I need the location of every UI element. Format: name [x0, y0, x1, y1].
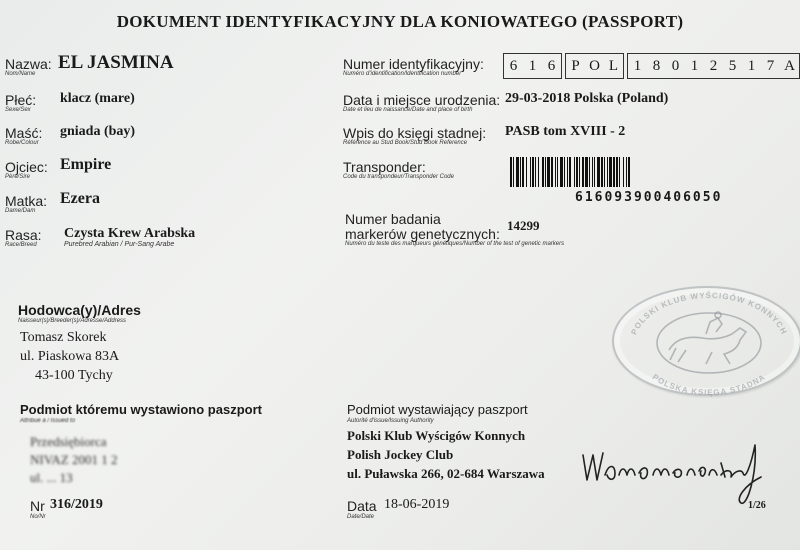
issue-date-sub: Date/Date [347, 514, 375, 520]
birth-value: 29-03-2018 Polska (Poland) [505, 91, 669, 106]
issuer-name-pl: Polski Klub Wyścigów Konnych [347, 428, 526, 443]
transponder-sub: Code du transpondeur/Transponder Code [343, 174, 454, 180]
svg-text:POLSKA KSIĘGA STADNA [651, 372, 767, 397]
issuer-address: ul. Puławska 266, 02-684 Warszawa [347, 466, 545, 481]
issuer-sub: Autorité d'issue/Issuing Authority [347, 418, 434, 424]
genetic-label-line2: markerów genetycznych: [345, 226, 500, 242]
transponder-number: 616093900406050 [575, 190, 723, 205]
transponder-barcode [510, 157, 630, 187]
embossed-seal [612, 286, 800, 396]
sire-value: Empire [60, 156, 112, 173]
id-label: Numer identyfikacyjny: [343, 56, 484, 72]
dam-sub: Dame/Dam [5, 208, 36, 214]
genetic-label-line1: Numer badania [345, 211, 441, 227]
breed-value-sub: Purebred Arabian / Pur-Sang Arabe [64, 241, 175, 248]
studbook-sub: Référence au Stud Book/Stud Book Reference [343, 140, 468, 146]
name-label: Nazwa: [5, 56, 52, 72]
colour-value: gniada (bay) [60, 124, 136, 139]
horse-rider-icon [614, 288, 800, 398]
breeder-name: Tomasz Skorek [20, 330, 107, 345]
issue-date-value: 18-06-2019 [384, 497, 450, 512]
seal-bottom-text: POLSKA KSIĘGA STADNA [650, 372, 768, 398]
colour-label: Maść: [5, 125, 43, 141]
id-sub: Numéro d'identification/Identification number [343, 71, 462, 77]
issuer-name-en: Polish Jockey Club [347, 447, 454, 462]
breeder-sub: Naisseur(s)/Breeder(s)/Adresse/Address [18, 318, 127, 324]
id-group-2: P O L [565, 53, 624, 79]
barcode-bar [628, 157, 630, 187]
document-title: DOKUMENT IDENTYFIKACYJNY DLA KONIOWATEGO (PASSPORT) [116, 12, 684, 31]
breeder-city: 43-100 Tychy [35, 368, 113, 383]
recipient-line3: ul. ... 13 [30, 470, 73, 485]
passport-number-sub: No/Nr [30, 514, 46, 520]
name-sub: Nom/Name [5, 71, 36, 77]
colour-sub: Robe/Colour [5, 140, 39, 146]
dam-label: Matka: [5, 193, 48, 209]
signature-text: Wlamanensky [585, 505, 591, 506]
seal-top-text: POLSKI KLUB WYŚCIGÓW KONNYCH [629, 290, 789, 337]
breeder-label: Hodowca(y)/Adres [18, 302, 141, 318]
dam-value: Ezera [60, 190, 100, 207]
genetic-value: 14299 [507, 218, 540, 233]
recipient-line2: NIVAZ 2001 1 2 [30, 452, 118, 467]
sire-label: Ojciec: [5, 159, 48, 175]
issuer-label: Podmiot wystawiający paszport [347, 402, 528, 417]
horse-name: EL JASMINA [58, 52, 174, 73]
passport-number-label: Nr [30, 498, 45, 514]
studbook-label: Wpis do księgi stadnej: [343, 125, 487, 141]
issue-date-label: Data [347, 498, 377, 514]
studbook-value: PASB tom XVIII - 2 [505, 124, 626, 139]
breed-sub: Race/Breed [5, 242, 37, 248]
passport-number-value: 316/2019 [50, 497, 103, 512]
birth-sub: Date et lieu de naissance/Date and place of birth [343, 107, 473, 113]
sex-label: Płeć: [5, 92, 37, 108]
recipient-line1: Przedsiębiorca [30, 434, 107, 449]
sire-sub: Père/Sire [5, 174, 31, 180]
genetic-sub: Numéro du teste des marqueurs génétiques/Number of the test of genetic markers [345, 241, 565, 247]
breeder-street: ul. Piaskowa 83A [20, 349, 120, 364]
sex-value: klacz (mare) [60, 91, 135, 106]
breed-value: Czysta Krew Arabska [64, 226, 196, 241]
birth-label: Data i miejsce urodzenia: [343, 92, 501, 108]
id-group-1: 6 1 6 [503, 53, 562, 79]
recipient-label: Podmiot któremu wystawiono paszport [20, 402, 262, 417]
transponder-label: Transponder: [343, 159, 426, 175]
id-number-boxes [503, 53, 800, 79]
page-number: 1/26 [748, 500, 766, 511]
recipient-sub: Attribué à / Issued to [20, 418, 76, 424]
id-group-3: 1 8 0 1 2 5 1 7 A [627, 53, 800, 79]
sex-sub: Sexe/Sex [5, 107, 31, 113]
breed-label: Rasa: [5, 227, 42, 243]
